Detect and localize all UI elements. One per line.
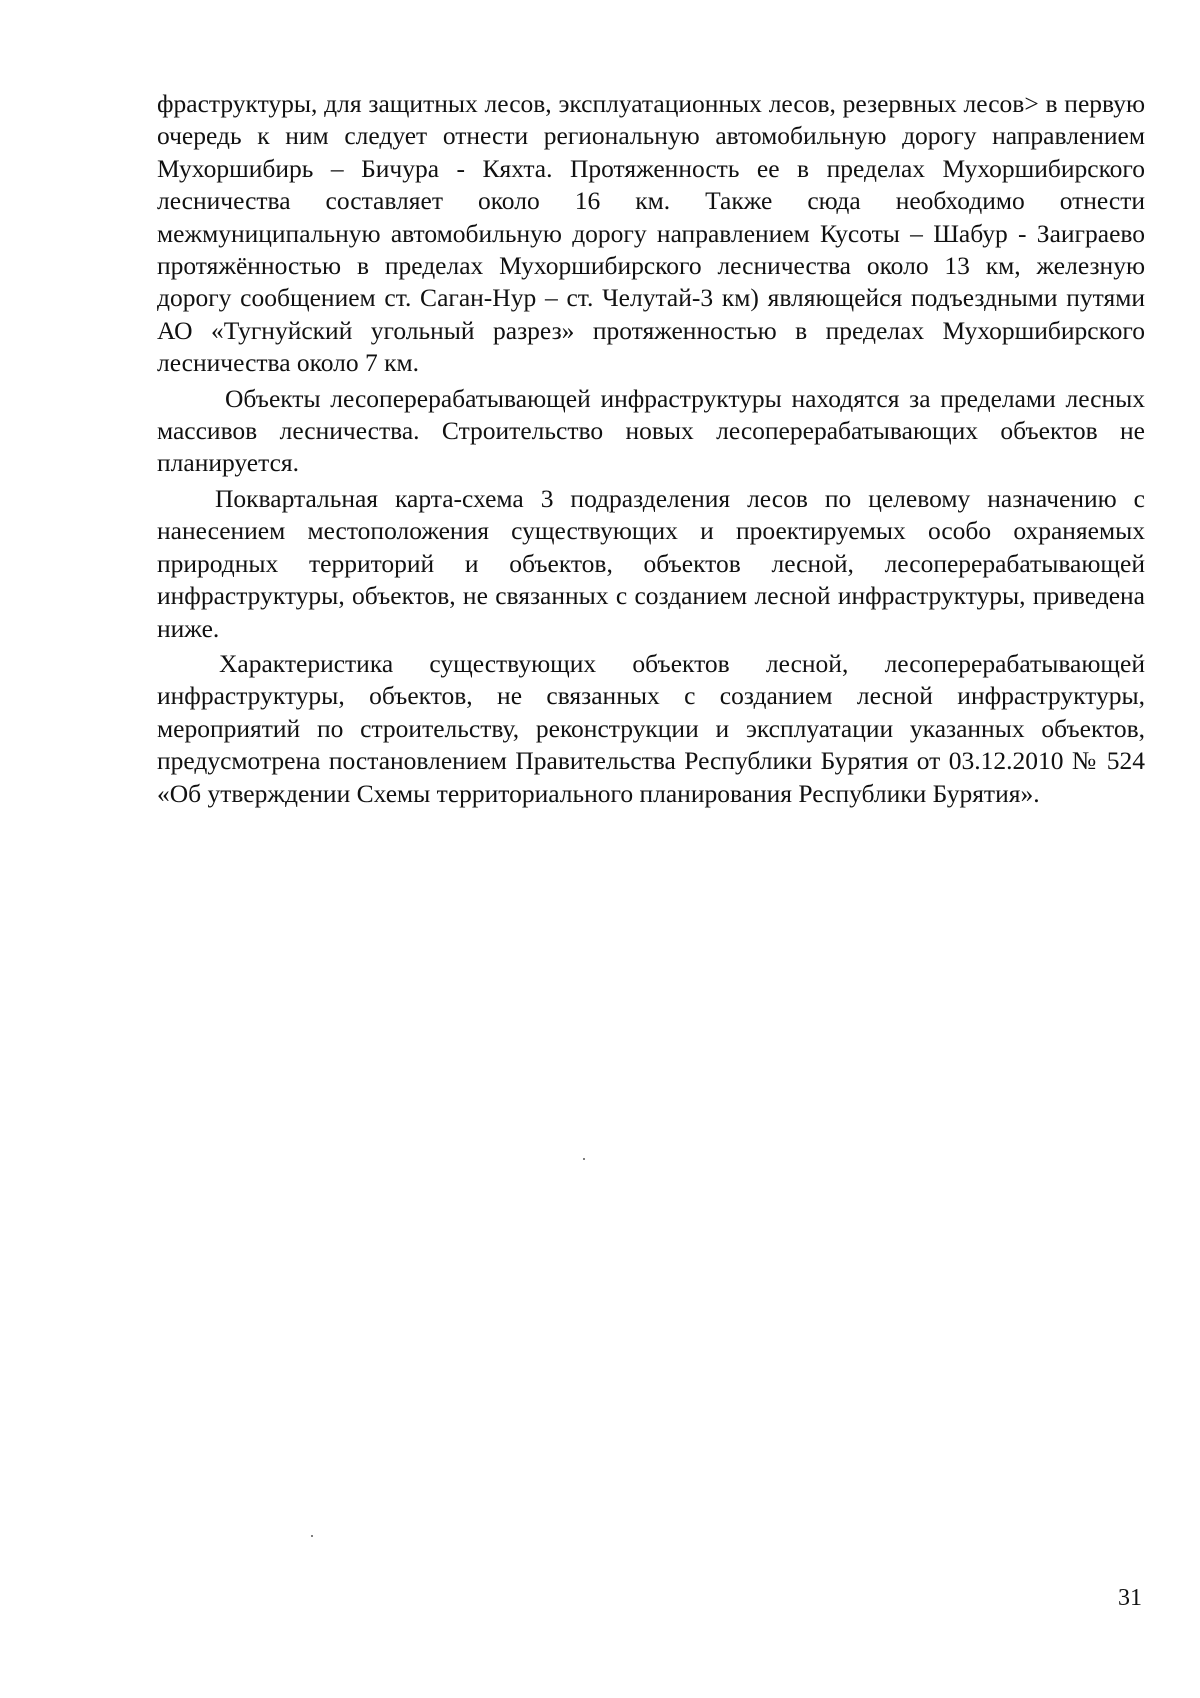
document-body [157, 88, 1145, 813]
paragraph-roads: фраструктуры, для защитных лесов, эксплуатационных лесов, резервных лесов> в первую очередь к ним следует отнести региональную автомобильную дорогу направлением Мухоршибирь – Бичура - Кяхта. Протяженность ее в пределах Мухоршибирского лесничества составляет около 16 км. Также сюда необходимо отнести межмуниципальную автомобильную дорогу направлением Кусоты – Шабур - Заиграево протяжённостью в пределах Мухоршибирского лесничества около 13 км, железную дорогу сообщением ст. Саган-Нур – ст. Челутай-3 км) являющейся подъездными путями АО «Тугнуйский угольный разрез» протяженностью в пределах Мухоршибирского лесничества около 7 км. [157, 89, 1145, 378]
paragraph-processing-objects: Объекты лесоперерабатывающей инфраструктуры находятся за пределами лесных массивов лесничества. Строительство новых лесоперерабатывающих объектов не планируется. [157, 383, 1145, 478]
paragraph-map-scheme: Поквартальная карта-схема 3 подразделения лесов по целевому назначению с нанесением местоположения существующих и проектируемых особо охраняемых природных территорий и объектов, объектов лесной, лесоперерабатывающей инфраструктуры, объектов, не связанных с созданием лесной инфраструктуры, приведена ниже. [157, 483, 1145, 643]
scan-speck [311, 1535, 313, 1537]
page-number: 31 [1118, 1585, 1142, 1611]
paragraph-characteristics: Характеристика существующих объектов лесной, лесоперерабатывающей инфраструктуры, объектов, не связанных с созданием лесной инфраструктуры, мероприятий по строительству, реконструкции и эксплуатации указанных объектов, предусмотрена постановлением Правительства Республики Бурятия от 03.12.2010 № 524 «Об утверждении Схемы территориального планирования Республики Бурятия». [157, 648, 1145, 808]
scan-speck [583, 1158, 585, 1160]
